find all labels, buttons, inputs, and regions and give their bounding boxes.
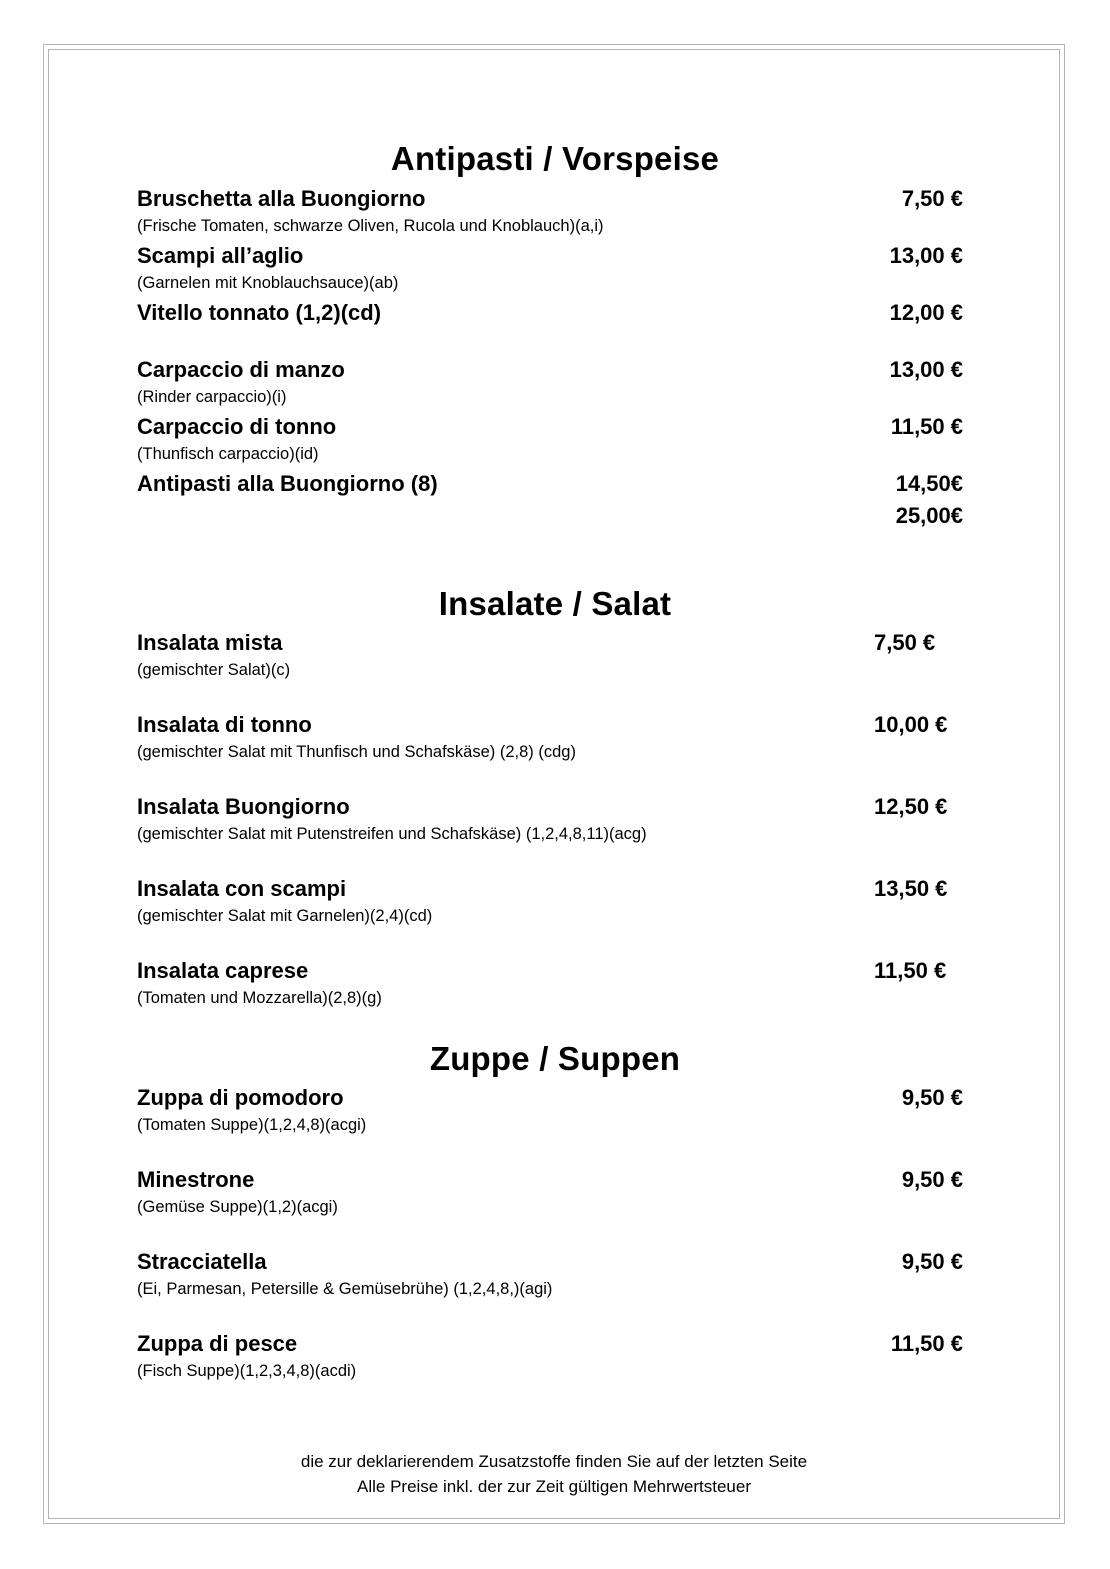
item-desc-scampi-aglio: (Garnelen mit Knoblauchsauce)(ab) (137, 274, 399, 292)
item-desc-zuppa-pesce: (Fisch Suppe)(1,2,3,4,8)(acdi) (137, 1362, 357, 1380)
item-price-antipasti-buongiorno: 14,50€ (895, 471, 963, 496)
item-name-zuppa-pomodoro: Zuppa di pomodoro (137, 1085, 344, 1110)
item-name-vitello-tonnato: Vitello tonnato (1,2)(cd) (137, 300, 382, 325)
footer-line-vat: Alle Preise inkl. der zur Zeit gültigen Mehrwertsteuer (357, 1477, 751, 1496)
item-price-bruschetta: 7,50 € (901, 186, 963, 211)
item-price-vitello-tonnato: 12,00 € (889, 300, 963, 325)
item-name-insalata-mista: Insalata mista (137, 630, 283, 655)
item-price-antipasti-buongiorno-large: 25,00€ (895, 503, 963, 528)
item-name-stracciatella: Stracciatella (137, 1249, 267, 1274)
footer-note (137, 1449, 971, 1499)
item-name-scampi-aglio: Scampi all’aglio (137, 243, 304, 268)
item-name-antipasti-buongiorno: Antipasti alla Buongiorno (8) (137, 471, 438, 496)
section-title-zuppe: Zuppe / Suppen (429, 1040, 681, 1077)
item-desc-minestrone: (Gemüse Suppe)(1,2)(acgi) (137, 1198, 338, 1216)
item-name-carpaccio-tonno: Carpaccio di tonno (137, 414, 337, 439)
item-name-carpaccio-manzo: Carpaccio di manzo (137, 357, 345, 382)
item-price-stracciatella: 9,50 € (901, 1249, 963, 1274)
item-desc-carpaccio-manzo: (Rinder carpaccio)(i) (137, 388, 287, 406)
item-name-zuppa-pesce: Zuppa di pesce (137, 1331, 298, 1356)
item-price-insalata-caprese: 11,50 € (874, 958, 947, 983)
item-name-minestrone: Minestrone (137, 1167, 255, 1192)
item-price-insalata-scampi: 13,50 € (874, 876, 948, 901)
item-name-insalata-scampi: Insalata con scampi (137, 876, 347, 901)
item-desc-insalata-caprese: (Tomaten und Mozzarella)(2,8)(g) (137, 989, 382, 1007)
item-desc-insalata-scampi: (gemischter Salat mit Garnelen)(2,4)(cd) (137, 907, 433, 925)
item-desc-insalata-mista: (gemischter Salat)(c) (137, 661, 291, 679)
menu-page (137, 0, 963, 1569)
item-price-minestrone: 9,50 € (901, 1167, 963, 1192)
item-desc-insalata-buongiorno: (gemischter Salat mit Putenstreifen und Schafskäse) (1,2,4,8,11)(acg) (137, 825, 647, 843)
item-name-insalata-buongiorno: Insalata Buongiorno (137, 794, 350, 819)
item-price-zuppa-pomodoro: 9,50 € (901, 1085, 963, 1110)
item-desc-zuppa-pomodoro: (Tomaten Suppe)(1,2,4,8)(acgi) (137, 1116, 367, 1134)
item-desc-insalata-tonno: (gemischter Salat mit Thunfisch und Schafskäse) (2,8) (cdg) (137, 743, 576, 761)
footer-line-additives: die zur deklarierendem Zusatzstoffe finden Sie auf der letzten Seite (300, 1452, 808, 1471)
item-price-zuppa-pesce: 11,50 € (890, 1331, 963, 1356)
item-desc-stracciatella: (Ei, Parmesan, Petersille & Gemüsebrühe) (1,2,4,8,)(agi) (137, 1280, 553, 1298)
item-desc-carpaccio-tonno: (Thunfisch carpaccio)(id) (137, 445, 319, 463)
item-name-bruschetta: Bruschetta alla Buongiorno (137, 186, 426, 211)
item-name-insalata-caprese: Insalata caprese (137, 958, 309, 983)
item-price-insalata-tonno: 10,00 € (874, 712, 948, 737)
item-price-carpaccio-manzo: 13,00 € (889, 357, 963, 382)
item-price-scampi-aglio: 13,00 € (889, 243, 963, 268)
item-price-carpaccio-tonno: 11,50 € (890, 414, 963, 439)
item-price-insalata-mista: 7,50 € (874, 630, 936, 655)
item-name-insalata-tonno: Insalata di tonno (137, 712, 312, 737)
item-desc-bruschetta: (Frische Tomaten, schwarze Oliven, Rucola und Knoblauch)(a,i) (137, 217, 604, 235)
section-title-insalate: Insalate / Salat (438, 585, 672, 622)
item-price-insalata-buongiorno: 12,50 € (874, 794, 948, 819)
section-title-antipasti: Antipasti / Vorspeise (390, 140, 720, 177)
